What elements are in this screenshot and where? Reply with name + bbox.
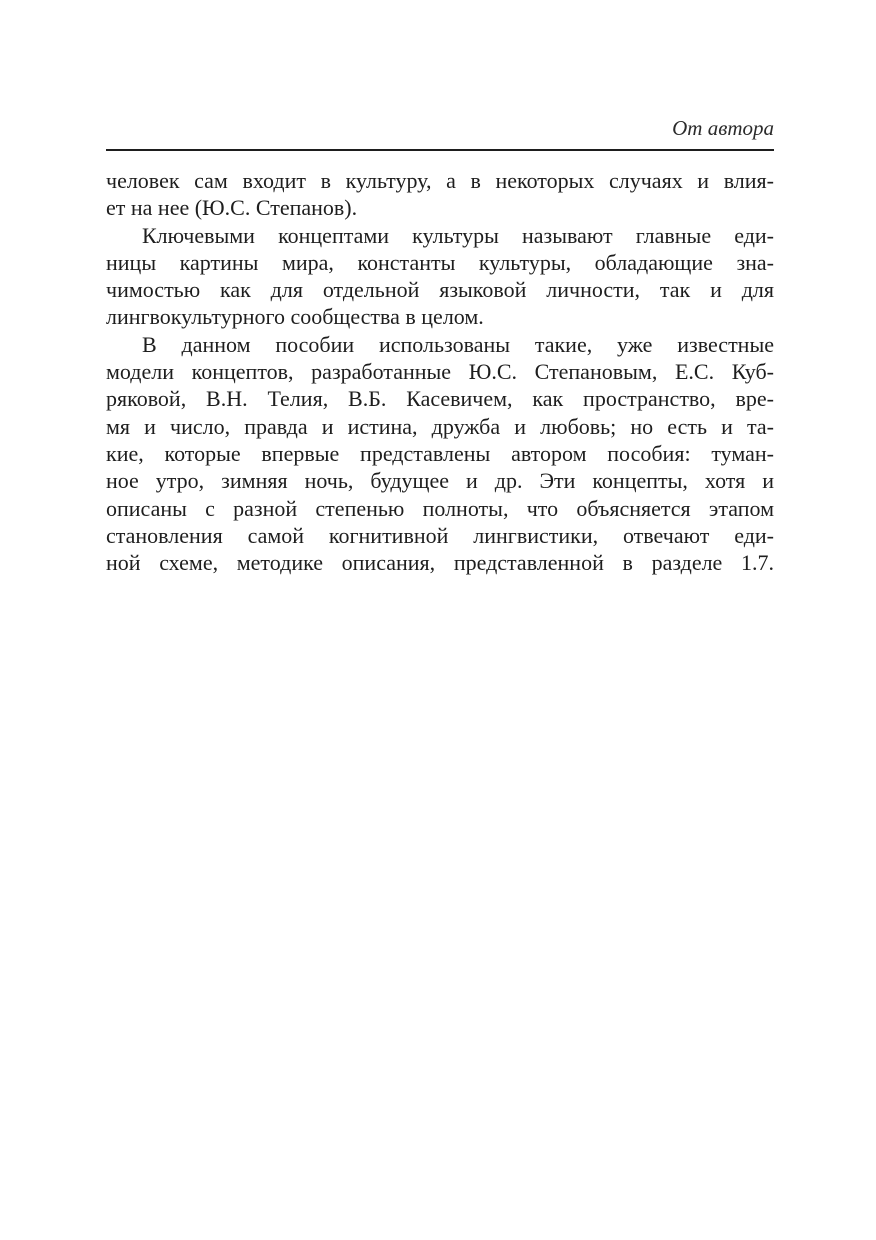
running-head: От автора bbox=[672, 116, 774, 140]
text-line: ряковой, В.Н. Телия, В.Б. Касевичем, как пространство, вре- bbox=[106, 386, 774, 412]
text-line: кие, которые впервые представлены автором пособия: туман- bbox=[106, 440, 774, 466]
text-line: ет на нее (Ю.С. Степанов). bbox=[106, 195, 358, 221]
text-line: ное утро, зимняя ночь, будущее и др. Эти концепты, хотя и bbox=[106, 468, 774, 494]
text-line: модели концептов, разработанные Ю.С. Степановым, Е.С. Куб- bbox=[106, 359, 774, 385]
text-line: В данном пособии использованы такие, уже известные bbox=[142, 331, 774, 357]
text-line: человек сам входит в культуру, а в некоторых случаях и влия- bbox=[106, 168, 774, 193]
text-line: описаны с разной степенью полноты, что объясняется этапом bbox=[106, 495, 774, 521]
header-rule bbox=[106, 149, 774, 151]
text-line: чимостью как для отдельной языковой личности, так и для bbox=[106, 277, 774, 303]
text-line: мя и число, правда и истина, дружба и любовь; но есть и та- bbox=[106, 413, 774, 439]
text-line: становления самой когнитивной лингвистики, отвечают еди- bbox=[106, 522, 774, 548]
body-text bbox=[106, 167, 774, 576]
text-line: Ключевыми концептами культуры называют главные еди- bbox=[142, 222, 774, 248]
text-line: лингвокультурного сообщества в целом. bbox=[106, 304, 484, 330]
text-line: ной схеме, методике описания, представленной в разделе 1.7. bbox=[106, 550, 774, 576]
text-line: ницы картины мира, константы культуры, обладающие зна- bbox=[106, 249, 774, 275]
